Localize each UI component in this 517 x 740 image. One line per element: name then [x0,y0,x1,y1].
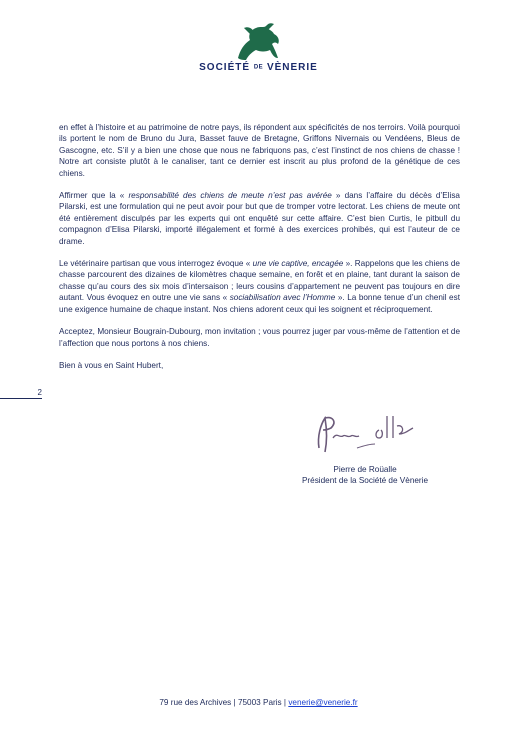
signature-block [290,464,440,487]
paragraph-3-quote-1: une vie captive, encagée [252,259,344,269]
paragraph-3-end: ». La bonne tenue d’un chenil est une exigence humaine de chaque instant. Nos chiens adorent ceux qui les soignent et réciproquement. [59,293,460,314]
society-logo [0,22,517,73]
brand-main: SOCIÉTÉ [199,62,251,73]
brand-name [0,62,517,73]
paragraph-3-middle: ». Rappelons que les chiens de chasse parcourent des dizaines de kilomètres chaque semaine, en forêt et en plaine, tant durant la saison de chasse qu’au cours des six mois d’intersaison ; leurs cousins d’appartement ne peuvent pas toujours en dire autant. Vous évoquez en outre une vie sans « [59,259,460,303]
signature-icon [313,408,423,458]
hound-emblem-icon [230,22,288,62]
signer-title: Président de la Société de Vènerie [301,476,429,486]
paragraph-3 [59,258,460,315]
paragraph-3-start: Le vétérinaire partisan que vous interrogez évoque « [59,259,253,269]
brand-end: VÈNERIE [266,62,318,73]
paragraph-2-quote: responsabilité des chiens de meute n’est pas avérée [128,191,332,201]
page-number: 2 [0,388,42,399]
paragraph-2-end: » dans l’affaire du décès d’Elisa Pilarski, est une formulation qui ne peut avoir pour but que de tromper votre lectorat. Les chiens de meute ont été entièrement disculpés par les experts qui ont enquêté sur cette affaire. C’est bien Curtis, le pitbull du compagnon d’Elisa Pilarski, importé illégalement et formé à des exercices prohibés, qui est l’auteur de ce drame. [59,191,460,246]
footer [0,698,517,707]
paragraph-4: Acceptez, Monsieur Bougrain-Dubourg, mon invitation ; vous pourrez juger par vous-même de l’attention et de l’affection que nous portons à nos chiens. [59,327,460,348]
letter-body [59,122,460,382]
paragraph-3-quote-2: sociabilisation avec l’Homme [229,293,336,303]
footer-address: 79 rue des Archives | 75003 Paris | [159,698,289,707]
paragraph-2 [59,190,460,247]
closing-line: Bien à vous en Saint Hubert, [59,360,164,370]
paragraph-2-start: Affirmer que la « [59,191,129,201]
footer-email-link[interactable]: venerie@venerie.fr [288,698,358,707]
signer-name: Pierre de Roüalle [333,465,397,474]
brand-small: DE [253,64,264,71]
handwritten-signature [313,408,423,463]
paragraph-1: en effet à l’histoire et au patrimoine de notre pays, ils répondent aux spécificités de nos terroirs. Voilà pourquoi ils portent le nom de Bruno du Jura, Basset fauve de Bretagne, Griffons Nivernais ou Vendéens, Bleus de Gascogne, etc. S’il y a bien une chose que nous ne fabriquons pas, c’est l’instinct de nos chiens de chasse ! Notre art consiste plutôt à le canaliser, tant ce dernier est inscrit au plus profond de la génétique de ces chiens. [59,123,460,178]
